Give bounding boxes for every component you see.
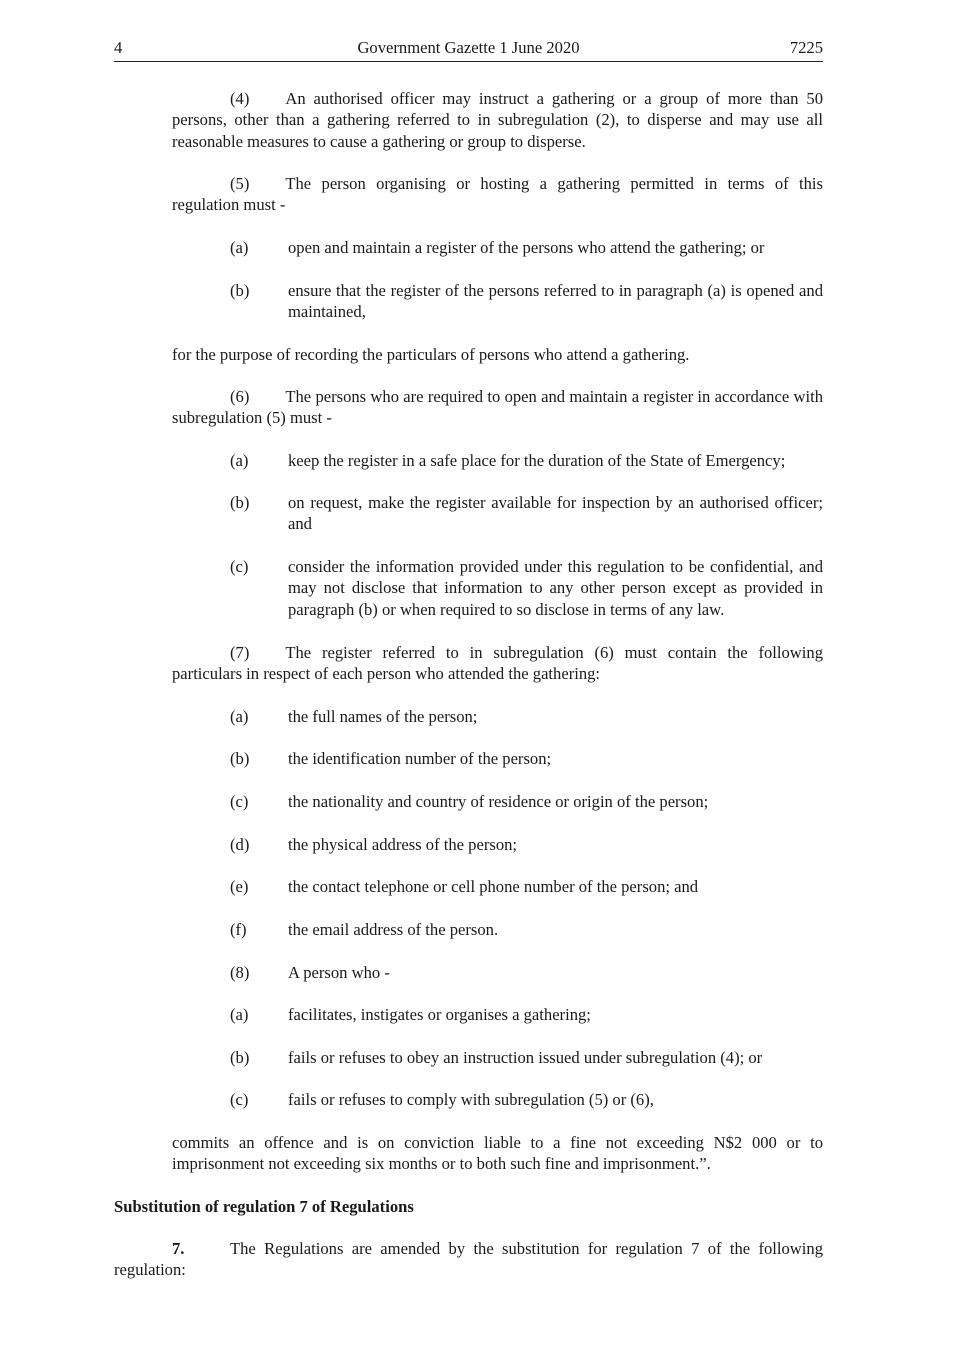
item-text: the nationality and country of residence or origin of the person; <box>288 792 709 811</box>
item-text: on request, make the register available for inspection by an authorised officer; and <box>288 493 823 534</box>
item-text: the full names of the person; <box>288 707 478 726</box>
list-item <box>230 919 823 940</box>
item-text: the identification number of the person; <box>288 749 552 768</box>
subregulation-number: (5) <box>230 174 250 193</box>
item-text: open and maintain a register of the persons who attend the gathering; or <box>288 238 765 257</box>
gazette-issue-number: 7225 <box>789 38 823 57</box>
gazette-title: Government Gazette 1 June 2020 <box>357 38 580 57</box>
list-item <box>230 876 823 897</box>
subregulation-text: The persons who are required to open and maintain a register in accordance with subregulation (5) must - <box>172 387 823 428</box>
regulation-number: 7. <box>172 1239 185 1258</box>
item-label: (b) <box>230 493 250 512</box>
regulation-7-paragraph <box>114 1238 823 1281</box>
subregulation-number: (4) <box>230 89 250 108</box>
list-item <box>230 834 823 855</box>
list-item <box>230 706 823 727</box>
item-text: keep the register in a safe place for the duration of the State of Emergency; <box>288 451 786 470</box>
list-item <box>230 556 823 620</box>
list-item <box>230 748 823 769</box>
subregulation-text: An authorised officer may instruct a gathering or a group of more than 50 persons, other than a gathering referred to in subregulation (2), to disperse and may use all reasonable measures to cause a gathering or group to disperse. <box>172 89 823 151</box>
page-header <box>114 37 823 62</box>
regulation-text: The Regulations are amended by the substitution for regulation 7 of the following regulation: <box>114 1239 823 1280</box>
item-text: fails or refuses to comply with subregulation (5) or (6), <box>288 1090 654 1109</box>
list-item <box>230 1089 823 1110</box>
subregulation-text: A person who - <box>288 963 390 982</box>
item-text: the email address of the person. <box>288 920 499 939</box>
item-text: fails or refuses to obey an instruction issued under subregulation (4); or <box>288 1048 763 1067</box>
subregulation-number: (6) <box>230 387 250 406</box>
list-item <box>230 450 823 471</box>
section-heading: Substitution of regulation 7 of Regulations <box>114 1197 414 1216</box>
subregulation-6 <box>172 386 823 429</box>
item-text: facilitates, instigates or organises a gathering; <box>288 1005 591 1024</box>
item-label: (c) <box>230 792 249 811</box>
item-text: consider the information provided under this regulation to be confidential, and may not disclose that information to any other person except as provided in paragraph (b) or when required to so disclose in terms of any law. <box>288 557 823 619</box>
subregulation-7 <box>172 642 823 685</box>
item-text: the physical address of the person; <box>288 835 518 854</box>
subregulation-5 <box>172 173 823 216</box>
subregulation-text: The register referred to in subregulation (6) must contain the following particulars in respect of each person who attended the gathering: <box>172 643 823 684</box>
list-item <box>230 237 823 258</box>
item-label: (d) <box>230 835 250 854</box>
item-label: (c) <box>230 557 249 576</box>
closing-text: commits an offence and is on conviction liable to a fine not exceeding N$2 000 or to imprisonment not exceeding six months or to both such fine and imprisonment.”. <box>172 1133 823 1174</box>
subregulation-text: The person organising or hosting a gathering permitted in terms of this regulation must - <box>172 174 823 215</box>
item-label: (e) <box>230 877 249 896</box>
item-text: the contact telephone or cell phone number of the person; and <box>288 877 699 896</box>
subregulation-number: (7) <box>230 643 250 662</box>
item-label: (a) <box>230 1005 249 1024</box>
item-label: (a) <box>230 451 249 470</box>
item-label: (b) <box>230 749 250 768</box>
list-item <box>230 1047 823 1068</box>
list-item <box>230 1004 823 1025</box>
list-item <box>230 280 823 323</box>
item-label: (c) <box>230 1090 249 1109</box>
closing-text: for the purpose of recording the particulars of persons who attend a gathering. <box>172 345 690 364</box>
item-label: (b) <box>230 1048 250 1067</box>
page-number: 4 <box>114 38 123 57</box>
item-label: (a) <box>230 238 249 257</box>
list-item <box>230 791 823 812</box>
item-label: (b) <box>230 281 250 300</box>
item-label: (f) <box>230 920 247 939</box>
list-item <box>230 492 823 535</box>
item-text: ensure that the register of the persons referred to in paragraph (a) is opened and maintained, <box>288 281 823 322</box>
subregulation-4 <box>172 88 823 152</box>
subregulation-number: (8) <box>230 963 250 982</box>
item-label: (a) <box>230 707 249 726</box>
subregulation-8 <box>230 962 823 983</box>
